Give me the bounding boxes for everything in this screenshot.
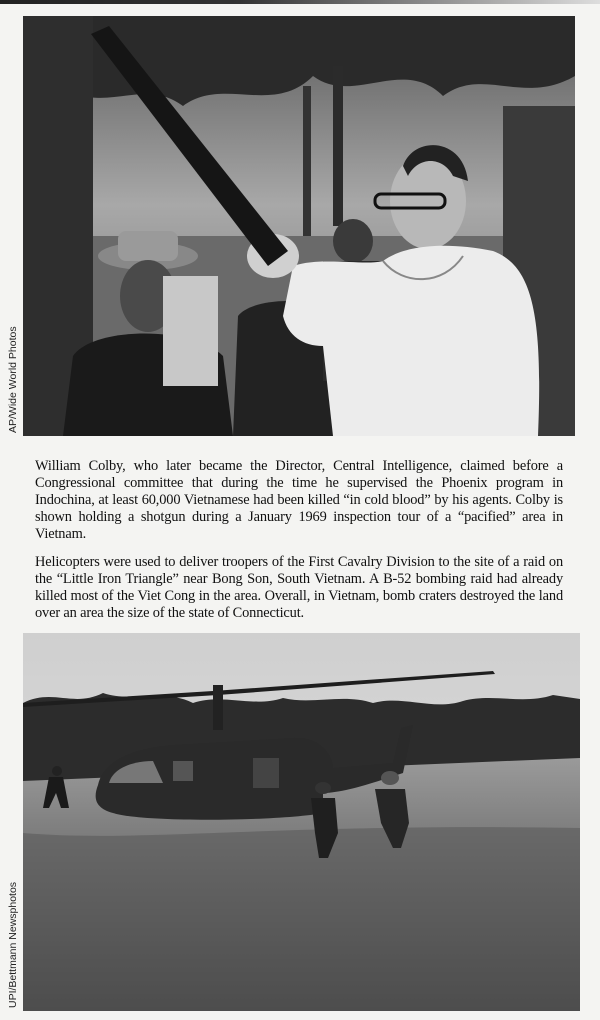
photo-credit-ap: AP/Wide World Photos [7,326,19,433]
photo-helicopter-image [23,633,580,1011]
photo-colby-image [23,16,575,436]
photo-credit-upi: UPI/Bettmann Newsphotos [7,881,19,1008]
caption-colby: William Colby, who later became the Director, Central Intelligence, claimed before a Congressional committee that during the time he supervised the Phoenix program in Indochina, at least 60,000 Vietnamese had been killed “in cold blood” by his agents. Colby is shown holding a shotgun during a January 1969 inspection tour of a “pacified” area in Vietnam. [35,458,563,543]
caption-helicopters: Helicopters were used to deliver troopers of the First Cavalry Division to the site of a raid on the “Little Iron Triangle” near Bong Son, South Vietnam. A B-52 bombing raid had already killed most of the Viet Cong in the area. Overall, in Vietnam, bomb craters destroyed the land over an area the size of the state of Connecticut. [35,554,563,622]
photo-helicopter-raid [23,633,580,1011]
photo-colby-inspection [23,16,575,436]
scan-top-edge [0,0,600,4]
